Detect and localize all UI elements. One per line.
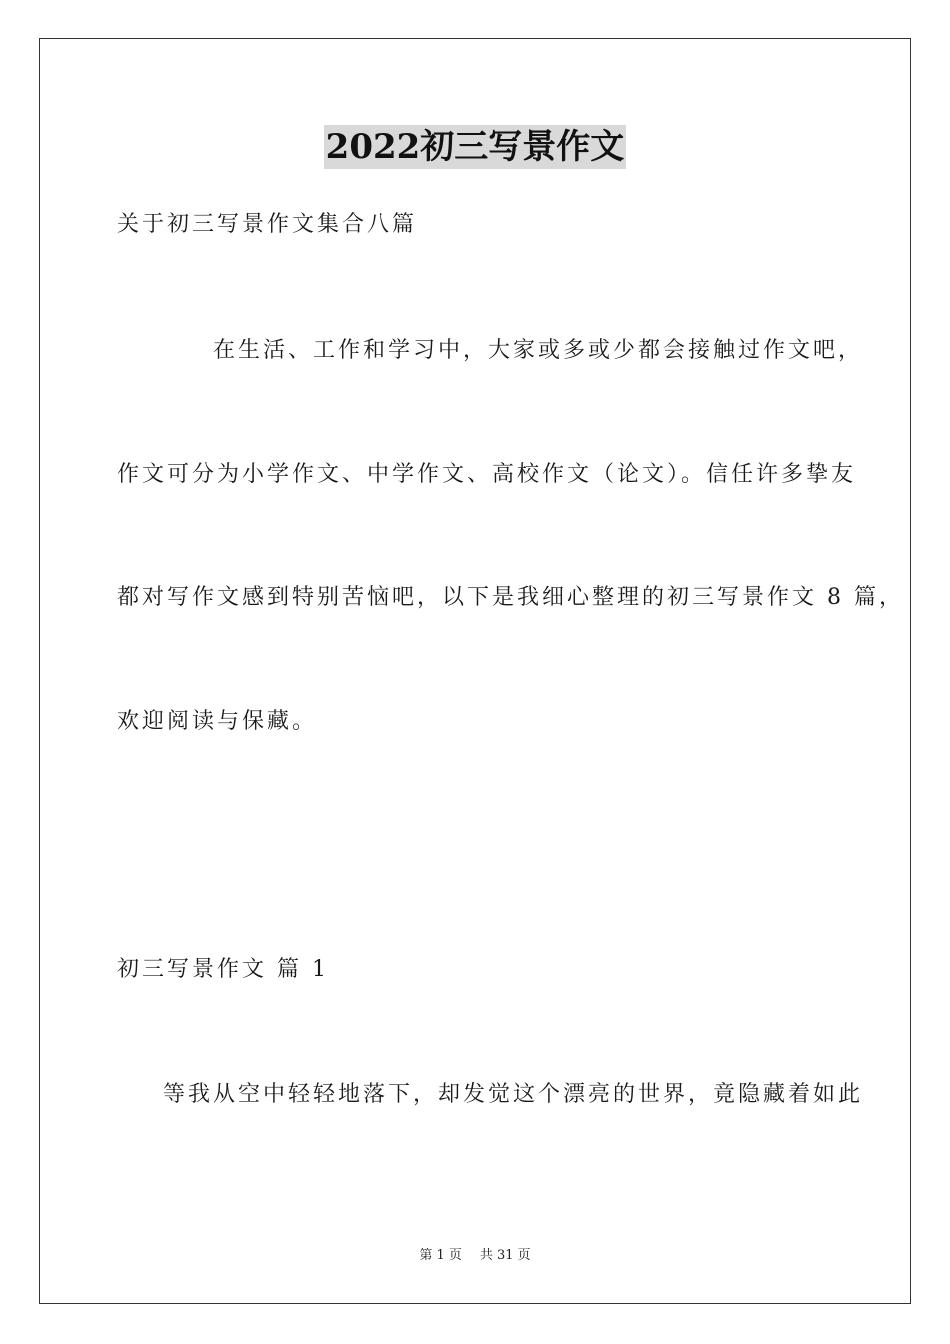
section-line-1: 等我从空中轻轻地落下，却发觉这个漂亮的世界，竟隐藏着如此 — [163, 1082, 864, 1107]
intro-line-2: 作文可分为小学作文、中学作文、高校作文（论文）。信任许多挚友 — [117, 462, 857, 487]
page-total: 共 31 页 — [479, 1248, 531, 1263]
document-subtitle: 关于初三写景作文集合八篇 — [117, 212, 418, 237]
page-number: 第 1 页 — [419, 1248, 462, 1263]
intro-line-1: 在生活、工作和学习中，大家或多或少都会接触过作文吧， — [213, 338, 864, 363]
document-title: 2022初三写景作文 — [325, 127, 625, 167]
intro-line-3: 都对写作文感到特别苦恼吧，以下是我细心整理的初三写景作文 8 篇， — [117, 585, 904, 610]
page-footer — [0, 1247, 950, 1265]
intro-line-4: 欢迎阅读与保藏。 — [117, 709, 318, 734]
section-heading: 初三写景作文 篇 1 — [117, 957, 329, 982]
title-wrap — [0, 125, 950, 169]
